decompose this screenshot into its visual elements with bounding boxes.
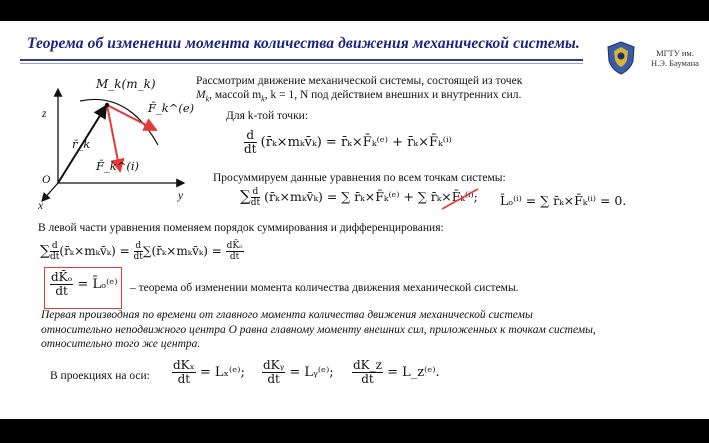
point-label: M_k(m_k): [96, 77, 156, 91]
strike-mark: [440, 187, 480, 211]
theorem-text: – теорема об изменении момента количества движения механической системы.: [130, 282, 519, 294]
sum-text: Просуммируем данные уравнения по всем точкам системы:: [213, 172, 506, 184]
intro-line1: Рассмотрим движение механической системы, состоящей из точек: [196, 75, 523, 87]
external-force-label: F̄_k^(e): [148, 101, 195, 115]
intro-line2: $M_k$, массой $m_k$, k = 1, N под действием внешних и внутренних сил.: [196, 89, 522, 104]
university-name: МГТУ им. Н.Э. Баумана: [651, 48, 699, 68]
z-axis-label: z: [42, 108, 47, 120]
projection-y: $\frac{\text{dKᵧ}}{dt}$ = Lᵧ⁽ᵉ⁾;: [263, 358, 334, 386]
theorem-statement: Первая производная по времени от главного момента количества движения механической системы относительно неподвижного центра O равна главному моменту внешних сил, приложенных к точкам системы, относительно того же центра.: [41, 309, 596, 350]
projections-label: В проекциях на оси:: [50, 370, 150, 382]
x-axis-label: x: [38, 200, 44, 212]
equation-point: $\frac{d}{dt}$ (r̄ₖ×mₖv̄ₖ) = r̄ₖ×F̄ₖ⁽ᵉ⁾ + r̄ₖ×F̄ₖ⁽ⁱ⁾: [244, 128, 452, 156]
slide-title: Теорема об изменении момента количества движения механической системы.: [27, 35, 580, 52]
university-crest-icon: [606, 41, 636, 75]
equation-internal-moment: L̄ₒ⁽ⁱ⁾ = ∑ r̄ₖ×F̄ₖ⁽ⁱ⁾ = 0.: [500, 193, 627, 208]
projection-x: $\frac{\text{dKₓ}}{dt}$ = Lₓ⁽ᵉ⁾;: [173, 358, 245, 386]
for-point-text: Для k-той точки:: [226, 110, 309, 122]
vector-diagram: [28, 73, 198, 213]
swap-text: В левой части уравнения поменяем порядок суммирования и дифференцирования:: [38, 222, 444, 234]
equation-sum: ∑ $\frac{d}{dt}$ (r̄ₖ×mₖv̄ₖ) = ∑ r̄ₖ×F̄ₖ⁽ᵉ⁾ + ∑ r̄ₖ×F̄ₖ⁽ⁱ⁾;: [240, 187, 478, 208]
title-underline-thin: [20, 63, 583, 64]
origin-label: O: [42, 174, 51, 186]
slide: [0, 21, 709, 419]
y-axis-label: y: [178, 190, 184, 202]
projection-z: $\frac{dK\_z}{dt}$ = L_z⁽ᵉ⁾.: [353, 358, 440, 386]
internal-force-label: F̄_k^(i): [96, 159, 139, 173]
diagram-graphics: [28, 73, 198, 213]
title-underline: [20, 59, 583, 61]
point-mk: [105, 103, 109, 107]
theorem-equation: $\frac{\text{dK̄ₒ}}{dt}$ = L̄ₒ⁽ᵉ⁾: [51, 270, 118, 298]
radius-label: r̄_k: [72, 137, 91, 151]
equation-swap: ∑ $\frac{d}{dt}$ (r̄ₖ×mₖv̄ₖ) = $\frac{d}{dt}$ ∑(r̄ₖ×mₖv̄ₖ) = $\frac{\text{dK̄ₒ}}{dt}$: [40, 241, 243, 262]
trajectory-curve: [80, 99, 158, 145]
